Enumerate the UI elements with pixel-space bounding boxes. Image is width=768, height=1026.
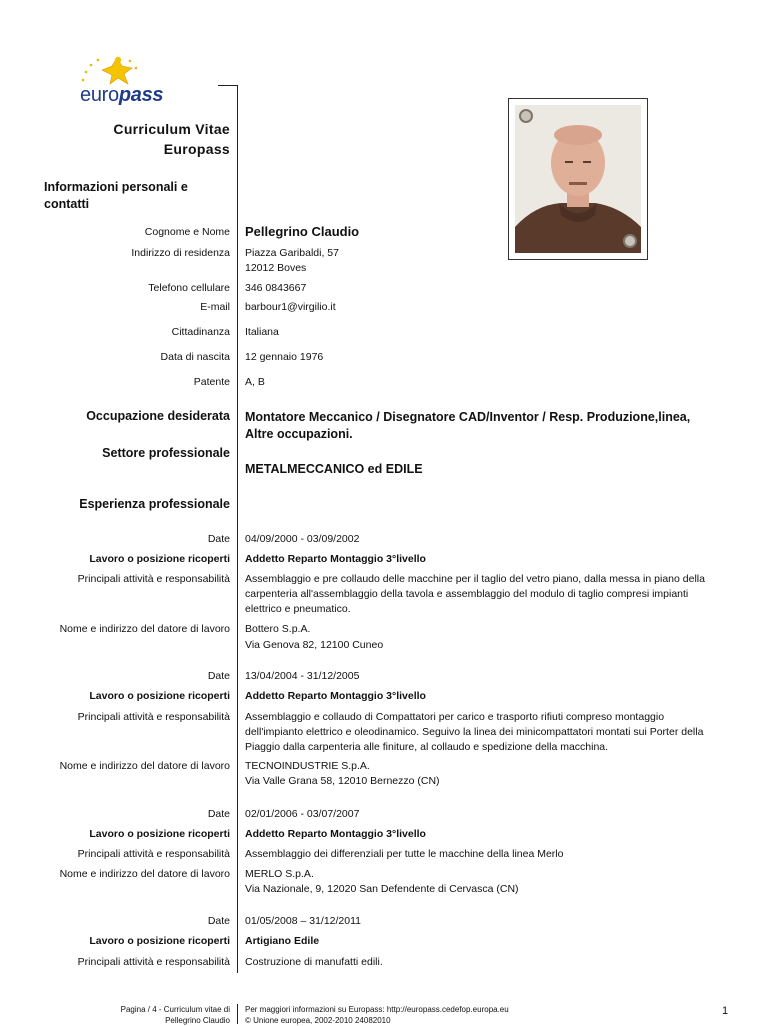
- label-occupation: Occupazione desiderata: [86, 409, 230, 423]
- label-address: Indirizzo di residenza: [131, 247, 230, 259]
- profile-photo: [508, 98, 648, 260]
- job1-date: 04/09/2000 - 03/09/2002: [245, 533, 360, 545]
- job4-activities-label: Principali attività e responsabilità: [77, 956, 230, 968]
- job2-employer-line1: TECNOINDUSTRIE S.p.A.: [245, 760, 370, 772]
- value-license: A, B: [245, 376, 265, 388]
- value-birthdate: 12 gennaio 1976: [245, 351, 324, 363]
- job3-role: Addetto Reparto Montaggio 3°livello: [245, 828, 426, 840]
- footer-left-line2: Pellegrino Claudio: [165, 1016, 230, 1025]
- label-birthdate: Data di nascita: [160, 351, 230, 363]
- job2-activities-line2: dell'impianto elettrico e oleodinamico. Seguivo la linea dei minicompattatori montati sui Porter della: [245, 726, 704, 738]
- value-citizenship: Italiana: [245, 326, 279, 338]
- footer-divider: [237, 1004, 238, 1024]
- job3-activities-label: Principali attività e responsabilità: [77, 848, 230, 860]
- footer-right-line2: © Unione europea, 2002-2010 24082010: [245, 1016, 391, 1025]
- job3-activities-line1: Assemblaggio dei differenziali per tutte le macchine della linea Merlo: [245, 848, 564, 860]
- label-sector: Settore professionale: [102, 446, 230, 460]
- job1-role-label: Lavoro o posizione ricoperti: [89, 553, 230, 565]
- value-address-line1: Piazza Garibaldi, 57: [245, 247, 339, 259]
- label-email: E-mail: [200, 301, 230, 313]
- job1-date-label: Date: [207, 533, 230, 545]
- logo-text-pass: pass: [118, 84, 164, 106]
- value-occupation-line2: Altre occupazioni.: [245, 427, 353, 441]
- job1-role: Addetto Reparto Montaggio 3°livello: [245, 553, 426, 565]
- job1-activities-label: Principali attività e responsabilità: [77, 573, 230, 585]
- value-name: Pellegrino Claudio: [245, 224, 360, 239]
- value-email[interactable]: barbour1@virgilio.it: [245, 301, 336, 313]
- job4-activities-line1: Costruzione di manufatti edili.: [245, 956, 383, 968]
- job2-activities-line3: Piaggio dalla carpenteria alle finiture, al collaudo e spedizione della macchina.: [245, 741, 609, 753]
- europass-logo: [72, 52, 182, 110]
- job3-employer-line2: Via Nazionale, 9, 12020 San Defendente di Cervasca (CN): [245, 883, 519, 895]
- job3-employer-label: Nome e indirizzo del datore di lavoro: [59, 868, 230, 880]
- footer-left: [121, 1004, 230, 1026]
- job2-role: Addetto Reparto Montaggio 3°livello: [245, 690, 426, 702]
- job1-activities-line3: elettrico e pneumatico.: [245, 603, 351, 615]
- value-occupation-line1: Montatore Meccanico / Disegnatore CAD/Inventor / Resp. Produzione,linea,: [245, 410, 691, 424]
- label-mobile: Telefono cellulare: [148, 282, 230, 294]
- value-mobile: 346 0843667: [245, 282, 307, 294]
- job2-employer-label: Nome e indirizzo del datore di lavoro: [59, 760, 230, 772]
- job2-activities-line1: Assemblaggio e collaudo di Compattatori per carico e trasporto rifiuti compreso montaggio: [245, 711, 665, 723]
- job4-date-label: Date: [207, 915, 230, 927]
- value-sector: METALMECCANICO ed EDILE: [245, 462, 423, 476]
- label-citizenship: Cittadinanza: [171, 326, 230, 338]
- value-address-line2: 12012 Boves: [245, 262, 307, 274]
- label-name: Cognome e Nome: [144, 226, 230, 238]
- job3-role-label: Lavoro o posizione ricoperti: [89, 828, 230, 840]
- cv-title-line1: Curriculum Vitae: [113, 121, 230, 137]
- portrait-image: [515, 105, 641, 253]
- job4-date: 01/05/2008 – 31/12/2011: [245, 915, 361, 927]
- page-number: 1: [722, 1005, 729, 1017]
- job2-employer-line2: Via Valle Grana 58, 12010 Bernezzo (CN): [245, 775, 440, 787]
- job1-employer-line2: Via Genova 82, 12100 Cuneo: [245, 639, 384, 651]
- job3-date-label: Date: [207, 808, 230, 820]
- job1-activities-line2: carpenteria all'assemblaggio della tavola e assemblaggio del modulo di taglio compresi impianti: [245, 588, 689, 600]
- job2-date-label: Date: [207, 670, 230, 682]
- job3-employer-line1: MERLO S.p.A.: [245, 868, 314, 880]
- footer-right-line1: Per maggiori informazioni su Europass: http://europass.cedefop.europa.eu: [245, 1005, 509, 1014]
- job1-employer-label: Nome e indirizzo del datore di lavoro: [59, 623, 230, 635]
- experience-heading: Esperienza professionale: [79, 497, 230, 511]
- job1-activities-line1: Assemblaggio e pre collaudo delle macchine per il taglio del vetro piano, dalla messa in piano della: [245, 573, 705, 585]
- logo-text-euro: euro: [80, 84, 119, 106]
- divider-top-tick: [218, 85, 238, 86]
- footer-left-line1: Pagina / 4 - Curriculum vitae di: [120, 1005, 230, 1014]
- job1-employer-line1: Bottero S.p.A.: [245, 623, 311, 635]
- footer-right: [245, 1004, 509, 1026]
- job2-activities-label: Principali attività e responsabilità: [77, 711, 230, 723]
- personal-info-heading: Informazioni personali e contatti: [44, 180, 188, 211]
- job4-role: Artigiano Edile: [245, 935, 320, 947]
- label-license: Patente: [193, 376, 230, 388]
- cv-title-line2: Europass: [163, 141, 230, 157]
- job2-role-label: Lavoro o posizione ricoperti: [89, 690, 230, 702]
- column-divider: [237, 85, 238, 973]
- job4-role-label: Lavoro o posizione ricoperti: [89, 935, 230, 947]
- job3-date: 02/01/2006 - 03/07/2007: [245, 808, 360, 820]
- cv-title: [113, 119, 230, 159]
- job2-date: 13/04/2004 - 31/12/2005: [245, 670, 360, 682]
